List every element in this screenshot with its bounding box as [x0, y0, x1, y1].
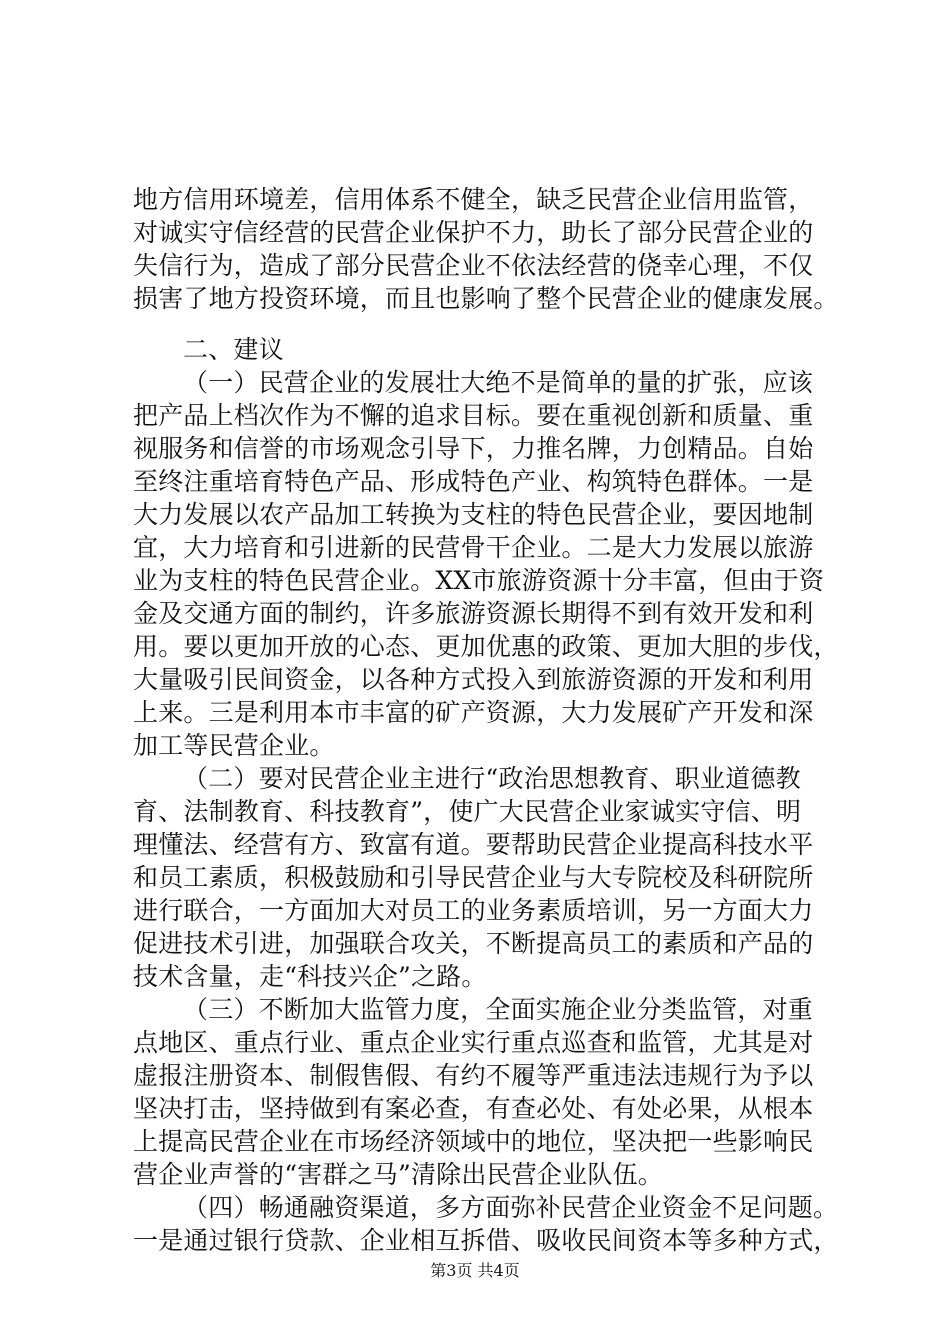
- text-line: 视服务和信誉的市场观念引导下，力推名牌，力创精品。自始: [133, 434, 814, 463]
- text-line: 理懂法、经营有方、致富有道。要帮助民营企业提高科技水平: [133, 830, 814, 859]
- text-line: 大量吸引民间资金，以各种方式投入到旅游资源的开发和利用: [133, 665, 814, 694]
- text-line: 点地区、重点行业、重点企业实行重点巡查和监管，尤其是对: [133, 1028, 814, 1057]
- text-line: 坚决打击，坚持做到有案必查，有查必处、有处必果，从根本: [133, 1094, 814, 1123]
- text-line: 进行联合，一方面加大对员工的业务素质培训，另一方面大力: [133, 896, 814, 925]
- text-line: 育、法制教育、科技教育”，使广大民营企业家诚实守信、明: [133, 797, 802, 826]
- paragraph-4-first-line: （四）畅通融资渠道，多方面弥补民营企业资金不足问题。: [183, 1193, 839, 1222]
- text-line: 促进技术引进，加强联合攻关，不断提高员工的素质和产品的: [133, 929, 814, 958]
- text-line: 把产品上档次作为不懈的追求目标。要在重视创新和质量、重: [133, 401, 814, 430]
- text-line: 营企业声誉的“害群之马”清除出民营企业队伍。: [133, 1160, 663, 1189]
- paragraph-3-first-line: （三）不断加大监管力度，全面实施企业分类监管，对重: [183, 995, 814, 1024]
- paragraph-1-first-line: （一）民营企业的发展壮大绝不是简单的量的扩张，应该: [183, 368, 814, 397]
- page-number-footer: 第3页 共4页: [430, 1261, 520, 1280]
- text-line: 用。要以更加开放的心态、更加优惠的政策、更加大胆的步伐，: [133, 632, 839, 661]
- text-line: 加工等民营企业。: [133, 731, 335, 760]
- text-line: 上提高民营企业在市场经济领域中的地位，坚决把一些影响民: [133, 1127, 814, 1156]
- text-line: 大力发展以农产品加工转换为支柱的特色民营企业，要因地制: [133, 500, 814, 529]
- text-line: 上来。三是利用本市丰富的矿产资源，大力发展矿产开发和深: [133, 698, 814, 727]
- text-line: 金及交通方面的制约，许多旅游资源长期得不到有效开发和利: [133, 599, 814, 628]
- text-line: 虚报注册资本、制假售假、有约不履等严重违法违规行为予以: [133, 1061, 814, 1090]
- text-line: 至终注重培育特色产品、形成特色产业、构筑特色群体。一是: [133, 467, 814, 496]
- text-line: 技术含量，走“科技兴企”之路。: [133, 962, 487, 991]
- suggestions-body: [133, 366, 839, 1257]
- text-line: 宜，大力培育和引进新的民营骨干企业。二是大力发展以旅游: [133, 533, 814, 562]
- section-heading-suggestions: [133, 333, 833, 366]
- text-line: 损害了地方投资环境，而且也影响了整个民营企业的健康发展。: [133, 284, 839, 313]
- paragraph-credit-environment: [133, 183, 839, 315]
- text-line: 和员工素质，积极鼓励和引导民营企业与大专院校及科研院所: [133, 863, 814, 892]
- text-line: 业为支柱的特色民营企业。XX市旅游资源十分丰富，但由于资: [133, 566, 825, 595]
- section-heading: 二、建议: [183, 335, 284, 364]
- text-line: 地方信用环境差，信用体系不健全，缺乏民营企业信用监管，: [133, 185, 814, 214]
- paragraph-2-first-line: （二）要对民营企业主进行“政治思想教育、职业道德教: [183, 764, 801, 793]
- text-line: 失信行为，造成了部分民营企业不依法经营的侥幸心理，不仅: [133, 251, 814, 280]
- text-line: 一是通过银行贷款、企业相互拆借、吸收民间资本等多种方式，: [133, 1226, 839, 1255]
- text-line: 对诚实守信经营的民营企业保护不力，助长了部分民营企业的: [133, 218, 814, 247]
